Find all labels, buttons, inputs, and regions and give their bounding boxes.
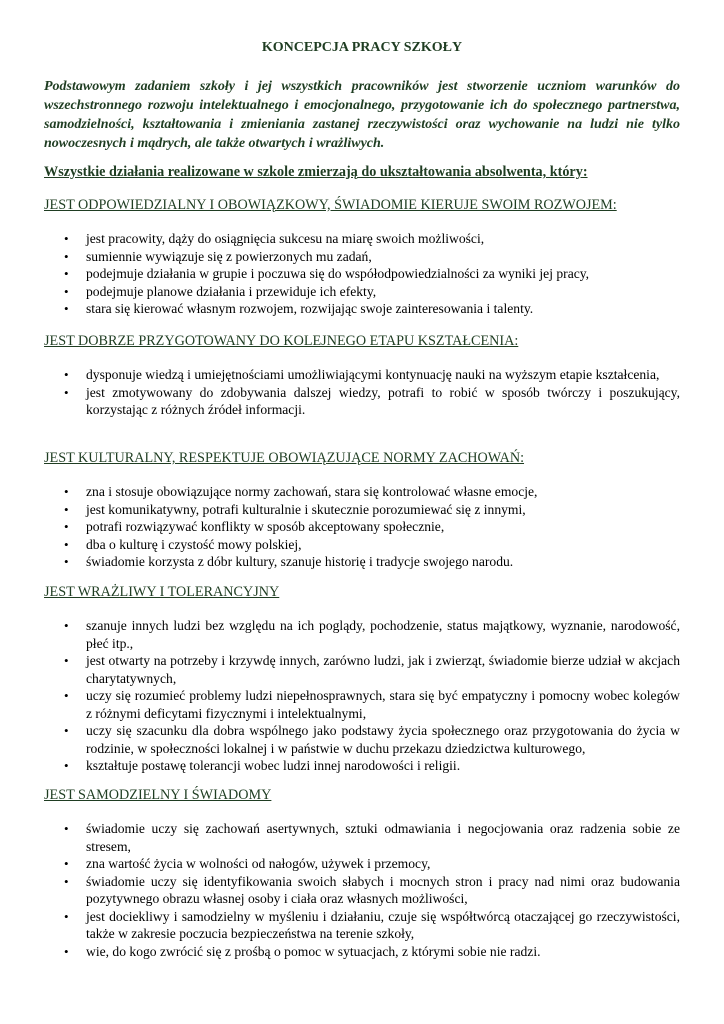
document-title: KONCEPCJA PRACY SZKOŁY bbox=[261, 40, 463, 55]
list-item: • szanuje innych ludzi bez względu na ich poglądy, pochodzenie, status majątkowy, wyznanie, narodowość, płeć itp., bbox=[44, 617, 680, 652]
bullet-list bbox=[44, 366, 680, 419]
list-item: • podejmuje planowe działania i przewiduje ich efekty, bbox=[44, 283, 680, 301]
list-item: • jest pracowity, dąży do osiągnięcia sukcesu na miarę swoich możliwości, bbox=[44, 230, 680, 248]
list-item: • świadomie uczy się identyfikowania swoich słabych i mocnych stron i pracy nad nimi oraz budowania pozytywnego obrazu własnej osoby i ciała oraz własnych możliwości, bbox=[44, 873, 680, 908]
list-item: • jest komunikatywny, potrafi kulturalnie i skutecznie porozumiewać się z innymi, bbox=[44, 501, 680, 519]
list-item: • sumiennie wywiązuje się z powierzonych mu zadań, bbox=[44, 248, 680, 266]
section-prepared bbox=[44, 331, 680, 419]
list-item: • stara się kierować własnym rozwojem, rozwijając swoje zainteresowania i talenty. bbox=[44, 300, 680, 318]
section-heading: JEST SAMODZIELNY I ŚWIADOMY bbox=[44, 787, 272, 803]
list-item: • świadomie korzysta z dóbr kultury, szanuje historię i tradycje swojego narodu. bbox=[44, 553, 680, 571]
section-heading: JEST KULTURALNY, RESPEKTUJE OBOWIĄZUJĄCE NORMY ZACHOWAŃ: bbox=[44, 450, 525, 466]
bullet-list bbox=[44, 483, 680, 571]
list-item: • uczy się szacunku dla dobra wspólnego jako podstawy życia społecznego oraz przygotowania do życia w rodzinie, w społeczności lokalnej i w państwie w duchu przekazu dziedzictwa kulturowego, bbox=[44, 722, 680, 757]
section-heading: JEST ODPOWIEDZIALNY I OBOWIĄZKOWY, ŚWIADOMIE KIERUJE SWOIM ROZWOJEM: bbox=[44, 197, 617, 213]
bullet-list bbox=[44, 230, 680, 318]
list-item: • jest dociekliwy i samodzielny w myśleniu i działaniu, czuje się współtwórcą otaczającej go rzeczywistości, także w zakresie poczucia bezpieczeństwa na terenie szkoły, bbox=[44, 908, 680, 943]
list-item: • zna wartość życia w wolności od nałogów, używek i przemocy, bbox=[44, 855, 680, 873]
list-item: • dysponuje wiedzą i umiejętnościami umożliwiającymi kontynuację nauki na wyższym etapie kształcenia, bbox=[44, 366, 680, 384]
list-item: • dba o kulturę i czystość mowy polskiej, bbox=[44, 536, 680, 554]
list-item: • jest otwarty na potrzeby i krzywdę innych, zarówno ludzi, jak i zwierząt, świadomie bierze udział w akcjach charytatywnych, bbox=[44, 652, 680, 687]
subtitle: Wszystkie działania realizowane w szkole zmierzają do ukształtowania absolwenta, który: bbox=[44, 164, 588, 180]
list-item: • potrafi rozwiązywać konflikty w sposób akceptowany społecznie, bbox=[44, 518, 680, 536]
intro-paragraph: Podstawowym zadaniem szkoły i jej wszystkich pracowników jest stworzenie uczniom warunków do wszechstronnego rozwoju intelektualnego i emocjonalnego, przygotowanie ich do społecznego partnerstwa, samodzielności, kształtowania i zmieniania zastanej rzeczywistości oraz wychowanie na ludzi nie tylko nowoczesnych i mądrych, ale także otwartych i wrażliwych. bbox=[44, 79, 680, 151]
list-item: • podejmuje działania w grupie i poczuwa się do współodpowiedzialności za wyniki jej pracy, bbox=[44, 265, 680, 283]
section-sensitive bbox=[44, 582, 680, 775]
bullet-list bbox=[44, 820, 680, 960]
list-item: • uczy się rozumieć problemy ludzi niepełnosprawnych, stara się być empatyczny i pomocny wobec kolegów z różnymi deficytami fizycznymi i intelektualnymi, bbox=[44, 687, 680, 722]
list-item: • jest zmotywowany do zdobywania dalszej wiedzy, potrafi to robić w sposób twórczy i poszukujący, korzystając z różnych źródeł informacji. bbox=[44, 384, 680, 419]
list-item: • zna i stosuje obowiązujące normy zachowań, stara się kontrolować własne emocje, bbox=[44, 483, 680, 501]
section-heading: JEST WRAŻLIWY I TOLERANCYJNY bbox=[44, 584, 280, 600]
section-independent bbox=[44, 785, 680, 960]
list-item: • świadomie uczy się zachowań asertywnych, sztuki odmawiania i negocjowania oraz radzenia sobie ze stresem, bbox=[44, 820, 680, 855]
list-item: • wie, do kogo zwrócić się z prośbą o pomoc w sytuacjach, z którymi sobie nie radzi. bbox=[44, 943, 680, 961]
section-heading: JEST DOBRZE PRZYGOTOWANY DO KOLEJNEGO ETAPU KSZTAŁCENIA: bbox=[44, 333, 519, 349]
bullet-list bbox=[44, 617, 680, 775]
section-cultured bbox=[44, 448, 680, 571]
list-item: • kształtuje postawę tolerancji wobec ludzi innej narodowości i religii. bbox=[44, 757, 680, 775]
section-responsible bbox=[44, 195, 680, 318]
